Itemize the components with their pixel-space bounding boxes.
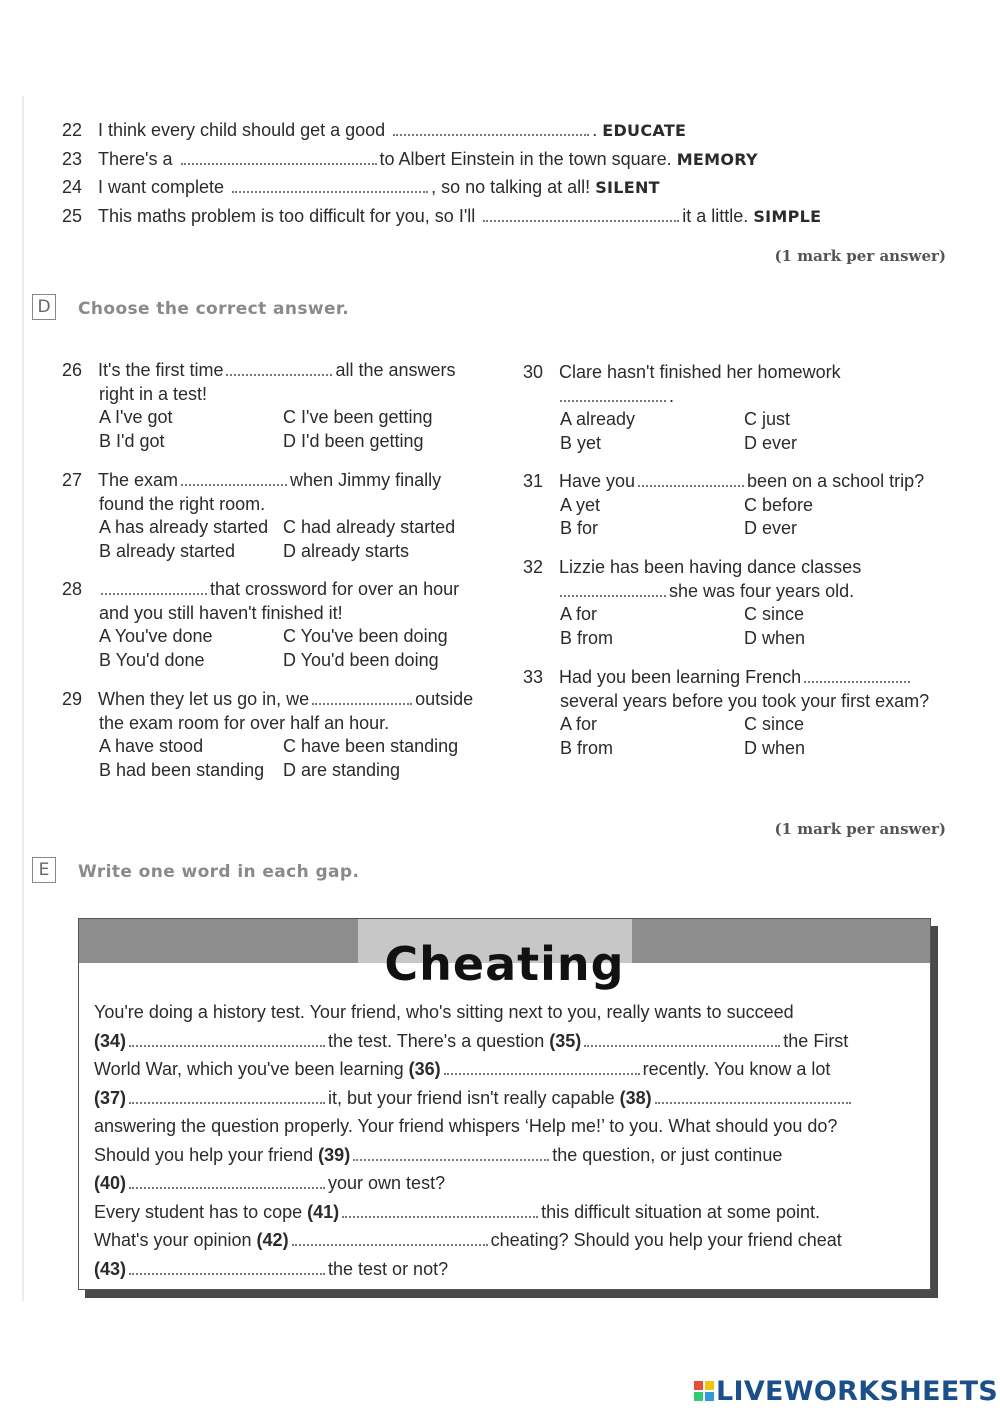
option-c[interactable]: C since — [744, 714, 805, 734]
keyword: MEMORY — [676, 150, 758, 169]
answer-gap-35[interactable] — [584, 1033, 780, 1047]
question-33: 33 Had you been learning French several years before you took your first exam? A for C since B from D when — [523, 666, 929, 760]
answer-gap[interactable] — [226, 362, 332, 376]
text-line: World War, which you've been learning (36) recently. You know a lot — [94, 1059, 831, 1079]
option-b[interactable]: B had been standing — [99, 759, 265, 780]
cheating-text-box — [78, 918, 931, 1290]
option-b[interactable]: B already started — [99, 540, 236, 561]
section-e-instruction: Write one word in each gap. — [78, 862, 360, 882]
text-line: You're doing a history test. Your friend, who's sitting next to you, really wants to succeed — [94, 1002, 794, 1022]
answer-gap-25[interactable] — [483, 208, 679, 222]
answer-gap[interactable] — [101, 581, 207, 595]
question-30: 30 Clare hasn't finished her homework . A already C just B yet D ever — [523, 361, 841, 455]
option-d[interactable]: D ever — [744, 518, 798, 538]
item-25: 25 This maths problem is too difficult for you, so I'll it a little. SIMPLE — [62, 206, 822, 226]
question-28: 28 that crossword for over an hour and you still haven't finished it! A You've done C You've been doing B You'd done D You'd been doing — [62, 578, 459, 672]
option-a[interactable]: A has already started — [99, 517, 269, 537]
option-b[interactable]: B yet — [560, 432, 602, 453]
option-a[interactable]: A yet — [560, 494, 601, 515]
answer-gap-40[interactable] — [129, 1175, 325, 1189]
answer-gap[interactable] — [804, 669, 910, 683]
item-22: 22 I think every child should get a good . EDUCATE — [62, 120, 687, 140]
text-line: (43) the test or not? — [94, 1259, 449, 1279]
question-27: 27 The exam when Jimmy finally found the right room. A has already started C had already started B already started D already starts — [62, 469, 455, 563]
option-d[interactable]: D already starts — [283, 540, 410, 561]
option-b[interactable]: B from — [560, 627, 614, 648]
logo-grid-icon — [694, 1381, 714, 1401]
answer-gap[interactable] — [560, 388, 666, 402]
keyword: SILENT — [595, 178, 660, 197]
option-a[interactable]: A have stood — [99, 736, 204, 756]
answer-gap[interactable] — [638, 473, 744, 487]
answer-gap-34[interactable] — [129, 1033, 325, 1047]
answer-gap-36[interactable] — [444, 1061, 640, 1075]
answer-gap-24[interactable] — [232, 179, 428, 193]
option-d[interactable]: D You'd been doing — [283, 649, 439, 670]
option-c[interactable]: C just — [744, 409, 791, 429]
marks-note: (1 mark per answer) — [774, 820, 946, 838]
option-c[interactable]: C before — [744, 494, 814, 515]
option-a[interactable]: A already — [560, 409, 636, 429]
text-line: Should you help your friend (39) the question, or just continue — [94, 1145, 783, 1165]
section-d-instruction: Choose the correct answer. — [78, 299, 350, 319]
option-b[interactable]: B You'd done — [99, 649, 205, 670]
answer-gap-23[interactable] — [181, 151, 377, 165]
text-line: (37) it, but your friend isn't really capable (38) — [94, 1087, 854, 1109]
text-line: Every student has to cope (41) this difficult situation at some point. — [94, 1202, 820, 1222]
option-d[interactable]: D ever — [744, 432, 798, 453]
question-31: 31 Have you been on a school trip? A yet C before B for D ever — [523, 470, 924, 541]
option-c[interactable]: C since — [744, 604, 805, 624]
option-b[interactable]: B from — [560, 737, 614, 758]
option-a[interactable]: A for — [560, 714, 598, 734]
keyword: EDUCATE — [602, 121, 687, 140]
option-c[interactable]: C have been standing — [283, 736, 459, 756]
marks-note: (1 mark per answer) — [774, 247, 946, 265]
option-a[interactable]: A You've done — [99, 626, 213, 646]
text-line: (34) the test. There's a question (35) the First — [94, 1031, 849, 1051]
option-b[interactable]: B I'd got — [99, 430, 165, 451]
answer-gap[interactable] — [312, 691, 412, 705]
liveworksheets-logo[interactable] — [694, 1374, 998, 1408]
option-a[interactable]: A for — [560, 604, 598, 624]
option-d[interactable]: D when — [744, 737, 806, 758]
text-line: (40) your own test? — [94, 1173, 446, 1193]
question-29: 29 When they let us go in, we outside the exam room for over half an hour. A have stood C have been standing B had been standing D are standing — [62, 688, 473, 782]
option-c[interactable]: C You've been doing — [283, 626, 448, 646]
answer-gap-42[interactable] — [292, 1232, 488, 1246]
item-24: 24 I want complete , so no talking at all! SILENT — [62, 177, 660, 197]
answer-gap-22[interactable] — [393, 122, 589, 136]
box-title: Cheating — [384, 937, 625, 991]
answer-gap-37[interactable] — [129, 1090, 325, 1104]
section-letter-e: E — [32, 857, 56, 883]
option-c[interactable]: C I've been getting — [283, 407, 433, 427]
option-d[interactable]: D I'd been getting — [283, 430, 424, 451]
option-a[interactable]: A I've got — [99, 407, 173, 427]
answer-gap-38[interactable] — [655, 1090, 851, 1104]
option-b[interactable]: B for — [560, 518, 599, 538]
answer-gap-41[interactable] — [342, 1204, 538, 1218]
keyword: SIMPLE — [753, 207, 822, 226]
answer-gap[interactable] — [181, 472, 287, 486]
question-26: 26 It's the first time all the answers right in a test! A I've got C I've been getting B I'd got D I'd been getting — [62, 359, 456, 453]
answer-gap-43[interactable] — [129, 1261, 325, 1275]
option-d[interactable]: D when — [744, 627, 806, 648]
text-line: What's your opinion (42) cheating? Should you help your friend cheat — [94, 1230, 842, 1250]
option-d[interactable]: D are standing — [283, 759, 401, 780]
text-line: answering the question properly. Your friend whispers ‘Help me!’ to you. What should you do? — [94, 1116, 838, 1136]
item-23: 23 There's a to Albert Einstein in the town square. MEMORY — [62, 149, 758, 169]
brand-name: LIVEWORKSHEETS — [716, 1375, 999, 1407]
option-c[interactable]: C had already started — [283, 517, 456, 537]
answer-gap-39[interactable] — [353, 1147, 549, 1161]
question-32: 32 Lizzie has been having dance classes she was four years old. A for C since B from D when — [523, 556, 861, 650]
answer-gap[interactable] — [560, 583, 666, 597]
section-letter-d: D — [32, 294, 56, 320]
